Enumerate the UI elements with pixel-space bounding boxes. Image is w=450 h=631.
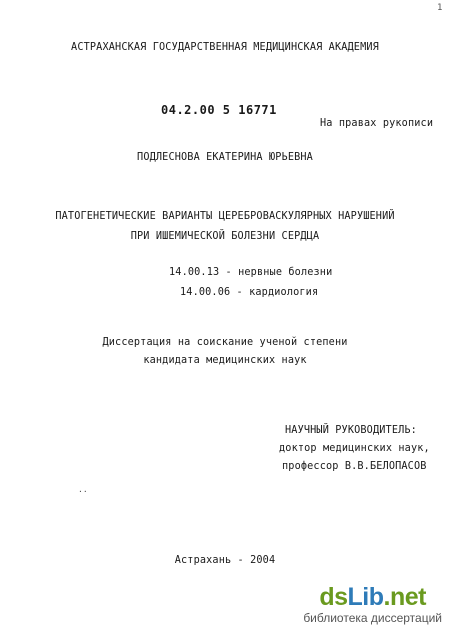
dslib-logo[interactable] xyxy=(303,584,442,610)
city-year: Астрахань - 2004 xyxy=(174,555,276,566)
supervisor-heading: НАУЧНЫЙ РУКОВОДИТЕЛЬ: xyxy=(285,425,417,436)
dslib-watermark[interactable] xyxy=(303,584,442,625)
specialty-1: 14.00.13 - нервные болезни xyxy=(169,267,333,278)
watermark-subtitle: библиотека диссертаций xyxy=(303,611,442,625)
registry-number: 04.2.00 5 16771 xyxy=(161,103,277,117)
dissertation-title-line-2: ПРИ ИШЕМИЧЕСКОЙ БОЛЕЗНИ СЕРДЦА xyxy=(130,231,320,242)
specialty-2: 14.00.06 - кардиология xyxy=(180,287,319,298)
supervisor-name: профессор В.В.БЕЛОПАСОВ xyxy=(282,461,427,472)
logo-ds-text: ds xyxy=(319,583,348,611)
institution-name: АСТРАХАНСКАЯ ГОСУДАРСТВЕННАЯ МЕДИЦИНСКАЯ АКАДЕМИЯ xyxy=(71,42,379,53)
corner-mark: 1 xyxy=(437,3,443,13)
dissertation-title-line-1: ПАТОГЕНЕТИЧЕСКИЕ ВАРИАНТЫ ЦЕРЕБРОВАСКУЛЯРНЫХ НАРУШЕНИЙ xyxy=(55,211,395,222)
supervisor-degree: доктор медицинских наук, xyxy=(279,443,430,454)
logo-net-text: .net xyxy=(383,583,426,611)
manuscript-note: На правах рукописи xyxy=(320,118,434,129)
degree-line-1: Диссертация на соискание ученой степени xyxy=(102,337,348,348)
author-name: ПОДЛЕСНОВА ЕКАТЕРИНА ЮРЬЕВНА xyxy=(137,152,313,163)
stray-mark: .. xyxy=(78,485,88,494)
degree-line-2: кандидата медицинских наук xyxy=(143,355,307,366)
logo-lib-text: Lib xyxy=(347,583,384,611)
